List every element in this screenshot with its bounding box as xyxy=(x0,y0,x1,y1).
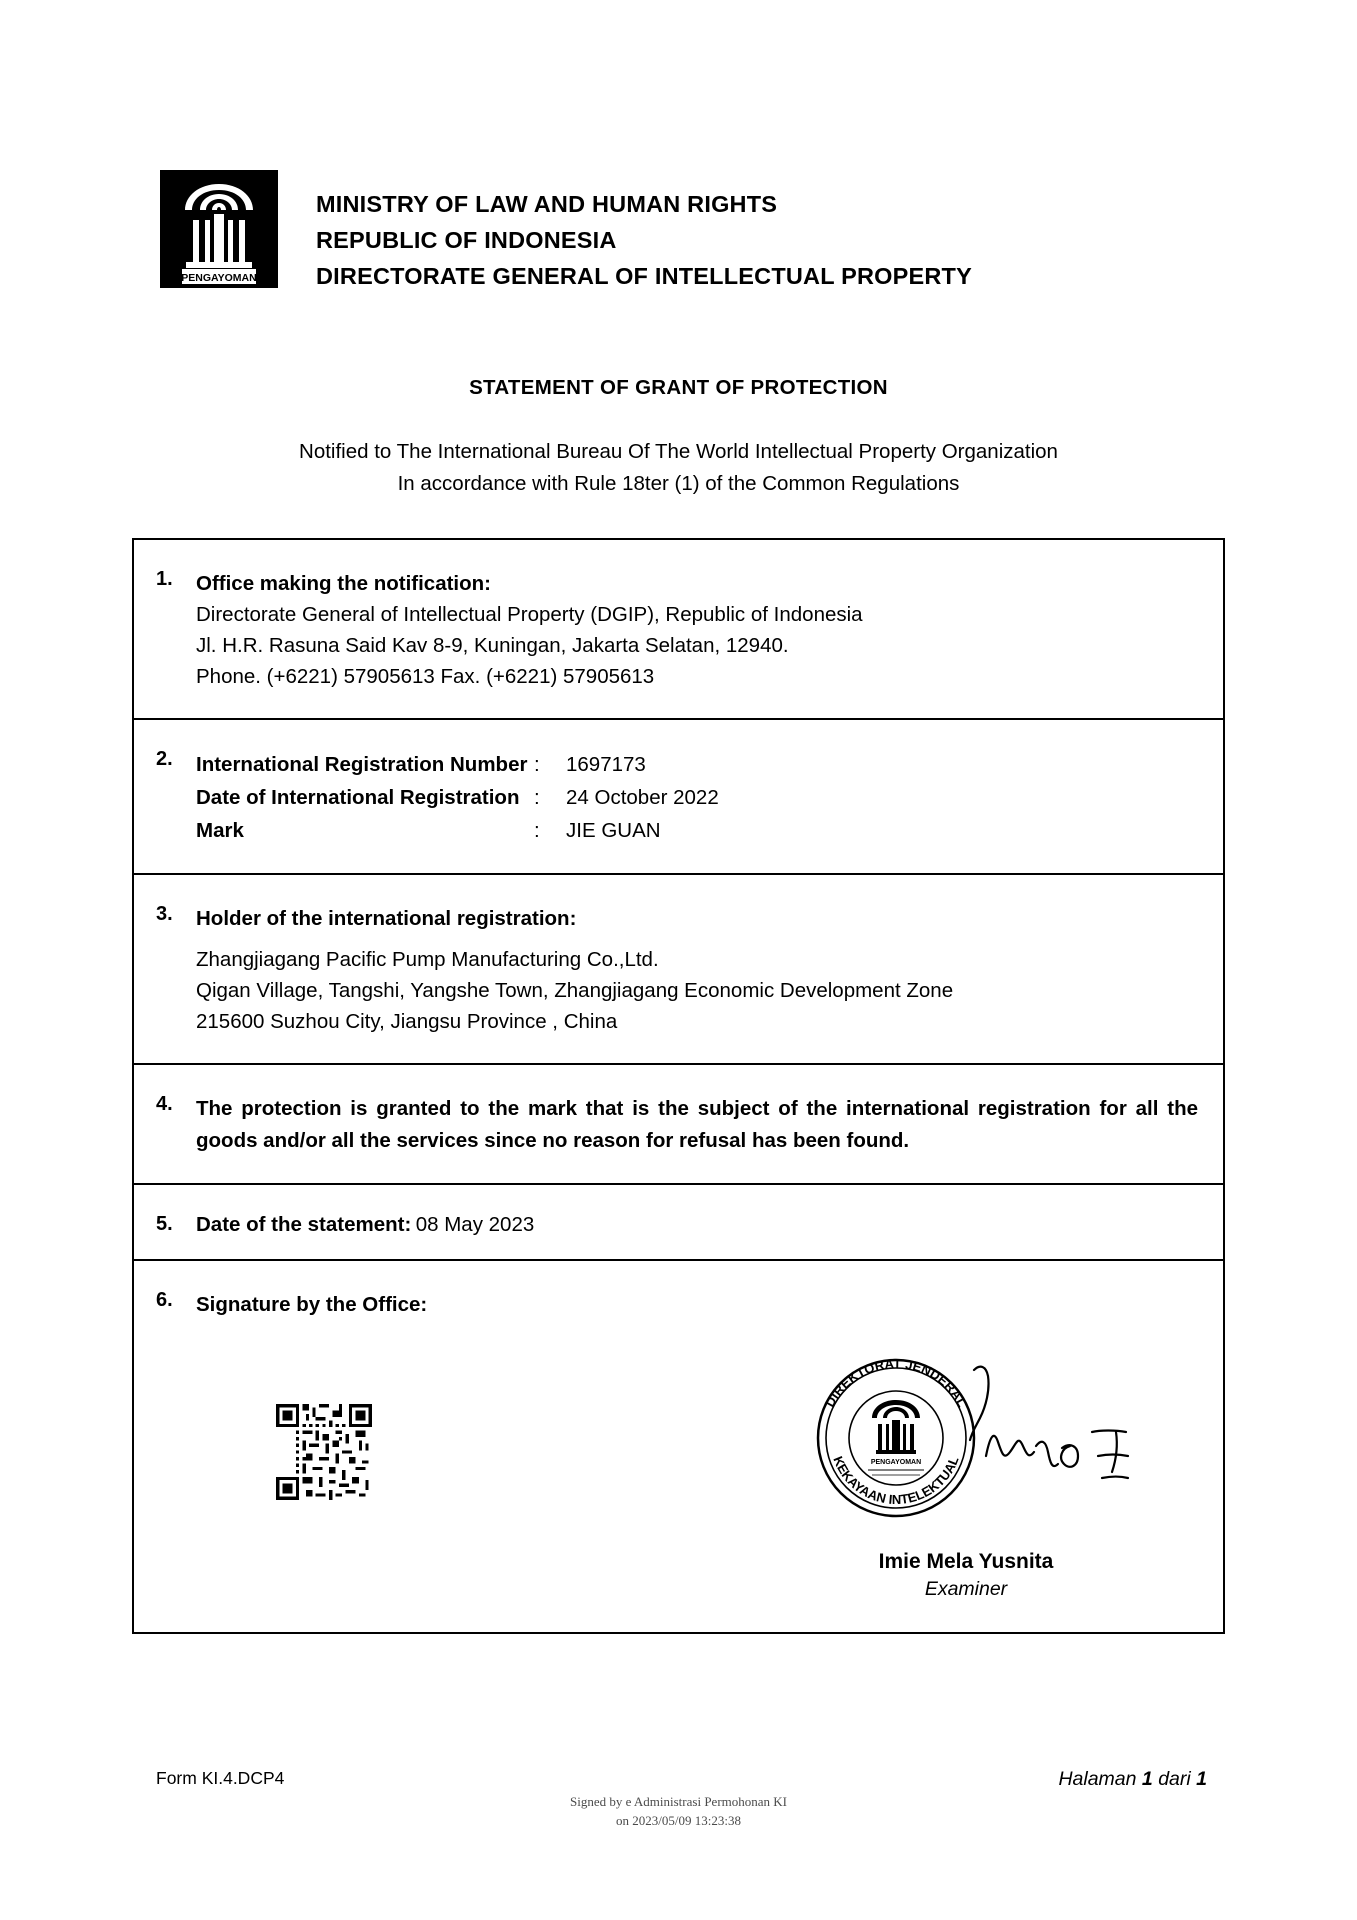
field-separator: : xyxy=(534,753,540,776)
office-line-2: Jl. H.R. Rasuna Said Kav 8-9, Kuningan, Jakarta Selatan, 12940. xyxy=(196,634,789,657)
field-label: International Registration Number xyxy=(196,753,528,776)
row-content-2 xyxy=(196,720,1223,873)
svg-text:PENGAYOMAN: PENGAYOMAN xyxy=(870,1459,922,1466)
page-prefix: Halaman xyxy=(1058,1768,1137,1790)
field-date-of-international-registration xyxy=(196,781,1201,814)
row-content-5 xyxy=(196,1185,1223,1259)
field-value: JIE GUAN xyxy=(566,819,661,842)
table-row-signature xyxy=(134,1261,1223,1632)
field-separator: : xyxy=(534,786,540,809)
row-number-4: 4. xyxy=(156,1093,173,1115)
office-line-3: Phone. (+6221) 57905613 Fax. (+6221) 57905613 xyxy=(196,665,655,688)
header-line-1: MINISTRY OF LAW AND HUMAN RIGHTS xyxy=(316,191,778,217)
row-content-1 xyxy=(196,540,1223,718)
esign-notice xyxy=(0,1792,1357,1830)
office-line-1: Directorate General of Intellectual Property (DGIP), Republic of Indonesia xyxy=(196,603,863,626)
holder-line-2: Qigan Village, Tangshi, Yangshe Town, Zhangjiagang Economic Development Zone xyxy=(196,979,954,1002)
field-value: 1697173 xyxy=(566,753,646,776)
table-row-office xyxy=(134,540,1223,720)
holder-line-1: Zhangjiagang Pacific Pump Manufacturing Co.,Ltd. xyxy=(196,948,659,971)
field-international-registration-number xyxy=(196,748,1201,781)
signer-name: Imie Mela Yusnita xyxy=(878,1550,1054,1573)
page-indicator xyxy=(1058,1768,1207,1791)
page-title: STATEMENT OF GRANT OF PROTECTION xyxy=(469,376,888,399)
signature-area xyxy=(196,1338,1201,1606)
statement-date-label: Date of the statement: xyxy=(196,1213,412,1236)
form-code: Form KI.4.DCP4 xyxy=(156,1768,285,1788)
subtitle-line-1: Notified to The International Bureau Of The World Intellectual Property Organization xyxy=(299,440,1058,463)
statement-table xyxy=(132,538,1225,1634)
field-separator: : xyxy=(534,819,540,842)
table-row-registration xyxy=(134,720,1223,875)
ministry-logo-icon xyxy=(160,170,278,288)
row-number-6: 6. xyxy=(156,1289,173,1311)
field-mark xyxy=(196,814,1201,847)
row-number-5: 5. xyxy=(156,1213,173,1235)
row-content-3 xyxy=(196,875,1223,1063)
esign-line-2: on 2023/05/09 13:23:38 xyxy=(616,1813,741,1828)
office-heading: Office making the notification: xyxy=(196,572,491,595)
subtitle-block xyxy=(0,436,1357,500)
table-row-date xyxy=(134,1185,1223,1261)
row-number-3: 3. xyxy=(156,903,173,925)
holder-heading: Holder of the international registration: xyxy=(196,907,577,930)
statement-date-value: 08 May 2023 xyxy=(415,1213,535,1236)
handwritten-signature xyxy=(966,1360,1176,1540)
document-header xyxy=(0,0,1357,294)
page-total: 1 xyxy=(1196,1768,1207,1790)
field-label: Mark xyxy=(196,819,244,842)
row-number-2: 2. xyxy=(156,748,173,770)
header-line-2: REPUBLIC OF INDONESIA xyxy=(316,227,617,253)
row-content-4 xyxy=(196,1065,1223,1183)
page-mid: dari xyxy=(1158,1768,1191,1790)
svg-text:KEKAYAAN INTELEKTUAL: KEKAYAAN INTELEKTUAL xyxy=(830,1454,962,1508)
page-current: 1 xyxy=(1141,1768,1153,1790)
signature-heading: Signature by the Office: xyxy=(196,1293,428,1316)
header-title-block xyxy=(316,170,972,294)
field-label: Date of International Registration xyxy=(196,786,520,809)
row-number-1: 1. xyxy=(156,568,173,590)
holder-line-3: 215600 Suzhou City, Jiangsu Province , China xyxy=(196,1010,618,1033)
row-content-6 xyxy=(196,1261,1223,1632)
table-row-holder xyxy=(134,875,1223,1065)
header-line-3: DIRECTORATE GENERAL OF INTELLECTUAL PROPERTY xyxy=(316,263,972,289)
svg-text:DIREKTORAT JENDERAL: DIREKTORAT JENDERAL xyxy=(822,1355,970,1410)
signer-role: Examiner xyxy=(924,1578,1008,1600)
field-value: 24 October 2022 xyxy=(566,786,719,809)
protection-statement: The protection is granted to the mark that is the subject of the international registration for all the goods and/or all the services since no reason for refusal has been found. xyxy=(196,1097,1198,1152)
qr-code-icon xyxy=(276,1404,372,1500)
table-row-protection xyxy=(134,1065,1223,1185)
svg-text:PENGAYOMAN: PENGAYOMAN xyxy=(181,272,257,284)
subtitle-line-2: In accordance with Rule 18ter (1) of the Common Regulations xyxy=(397,472,960,495)
esign-line-1: Signed by e Administrasi Permohonan KI xyxy=(569,1794,787,1809)
document-footer xyxy=(0,1768,1357,1848)
